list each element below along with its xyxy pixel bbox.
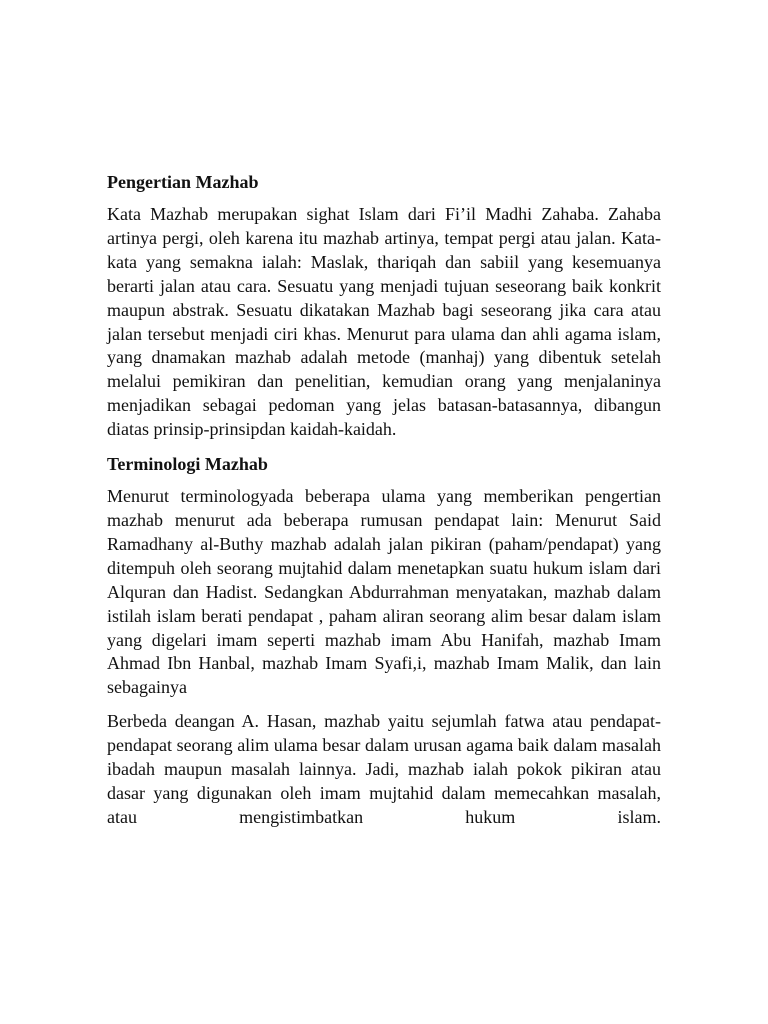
section-heading-pengertian-mazhab: Pengertian Mazhab bbox=[107, 172, 259, 192]
document-page bbox=[107, 170, 661, 840]
paragraph-pengertian-mazhab: Kata Mazhab merupakan sighat Islam dari Fi’il Madhi Zahaba. Zahaba artinya pergi, oleh karena itu mazhab artinya, tempat pergi atau jalan. Kata-kata yang semakna ialah: Maslak, thariqah dan sabiil yang kesemuanya berarti jalan atau cara. Sesuatu yang menjadi tujuan seseorang baik konkrit maupun abstrak. Sesuatu dikatakan Mazhab bagi seseorang jika cara atau jalan tersebut menjadi ciri khas. Menurut para ulama dan ahli agama islam, yang dnamakan mazhab adalah metode (manhaj) yang dibentuk setelah melalui pemikiran dan penelitian, kemudian orang yang menjalaninya menjadikan sebagai pedoman yang jelas batasan-batasannya, dibangun diatas prinsip-prinsipdan kaidah-kaidah. bbox=[107, 204, 661, 440]
section-heading-terminologi-mazhab: Terminologi Mazhab bbox=[107, 454, 268, 475]
paragraph-terminologi-mazhab-2: Berbeda deangan A. Hasan, mazhab yaitu sejumlah fatwa atau pendapat-pendapat seorang alim ulama besar dalam urusan agama baik dalam masalah ibadah maupun masalah lainnya. Jadi, mazhab ialah pokok pikiran atau dasar yang digunakan oleh imam mujtahid dalam memecahkan masalah, atau mengistimbatkan hukum islam. bbox=[107, 711, 661, 827]
paragraph-terminologi-mazhab-1: Menurut terminologyada beberapa ulama yang memberikan pengertian mazhab menurut ada beberapa rumusan pendapat lain: Menurut Said Ramadhany al-Buthy mazhab adalah jalan pikiran (paham/pendapat) yang ditempuh oleh seorang mujtahid dalam menetapkan suatu hukum islam dari Alquran dan Hadist. Sedangkan Abdurrahman menyatakan, mazhab dalam istilah islam berati pendapat , paham aliran seorang alim besar dalam islam yang digelari imam seperti mazhab imam Abu Hanifah, mazhab Imam Ahmad Ibn Hanbal, mazhab Imam Syafi,i, mazhab Imam Malik, dan lain sebagainya bbox=[107, 486, 661, 698]
